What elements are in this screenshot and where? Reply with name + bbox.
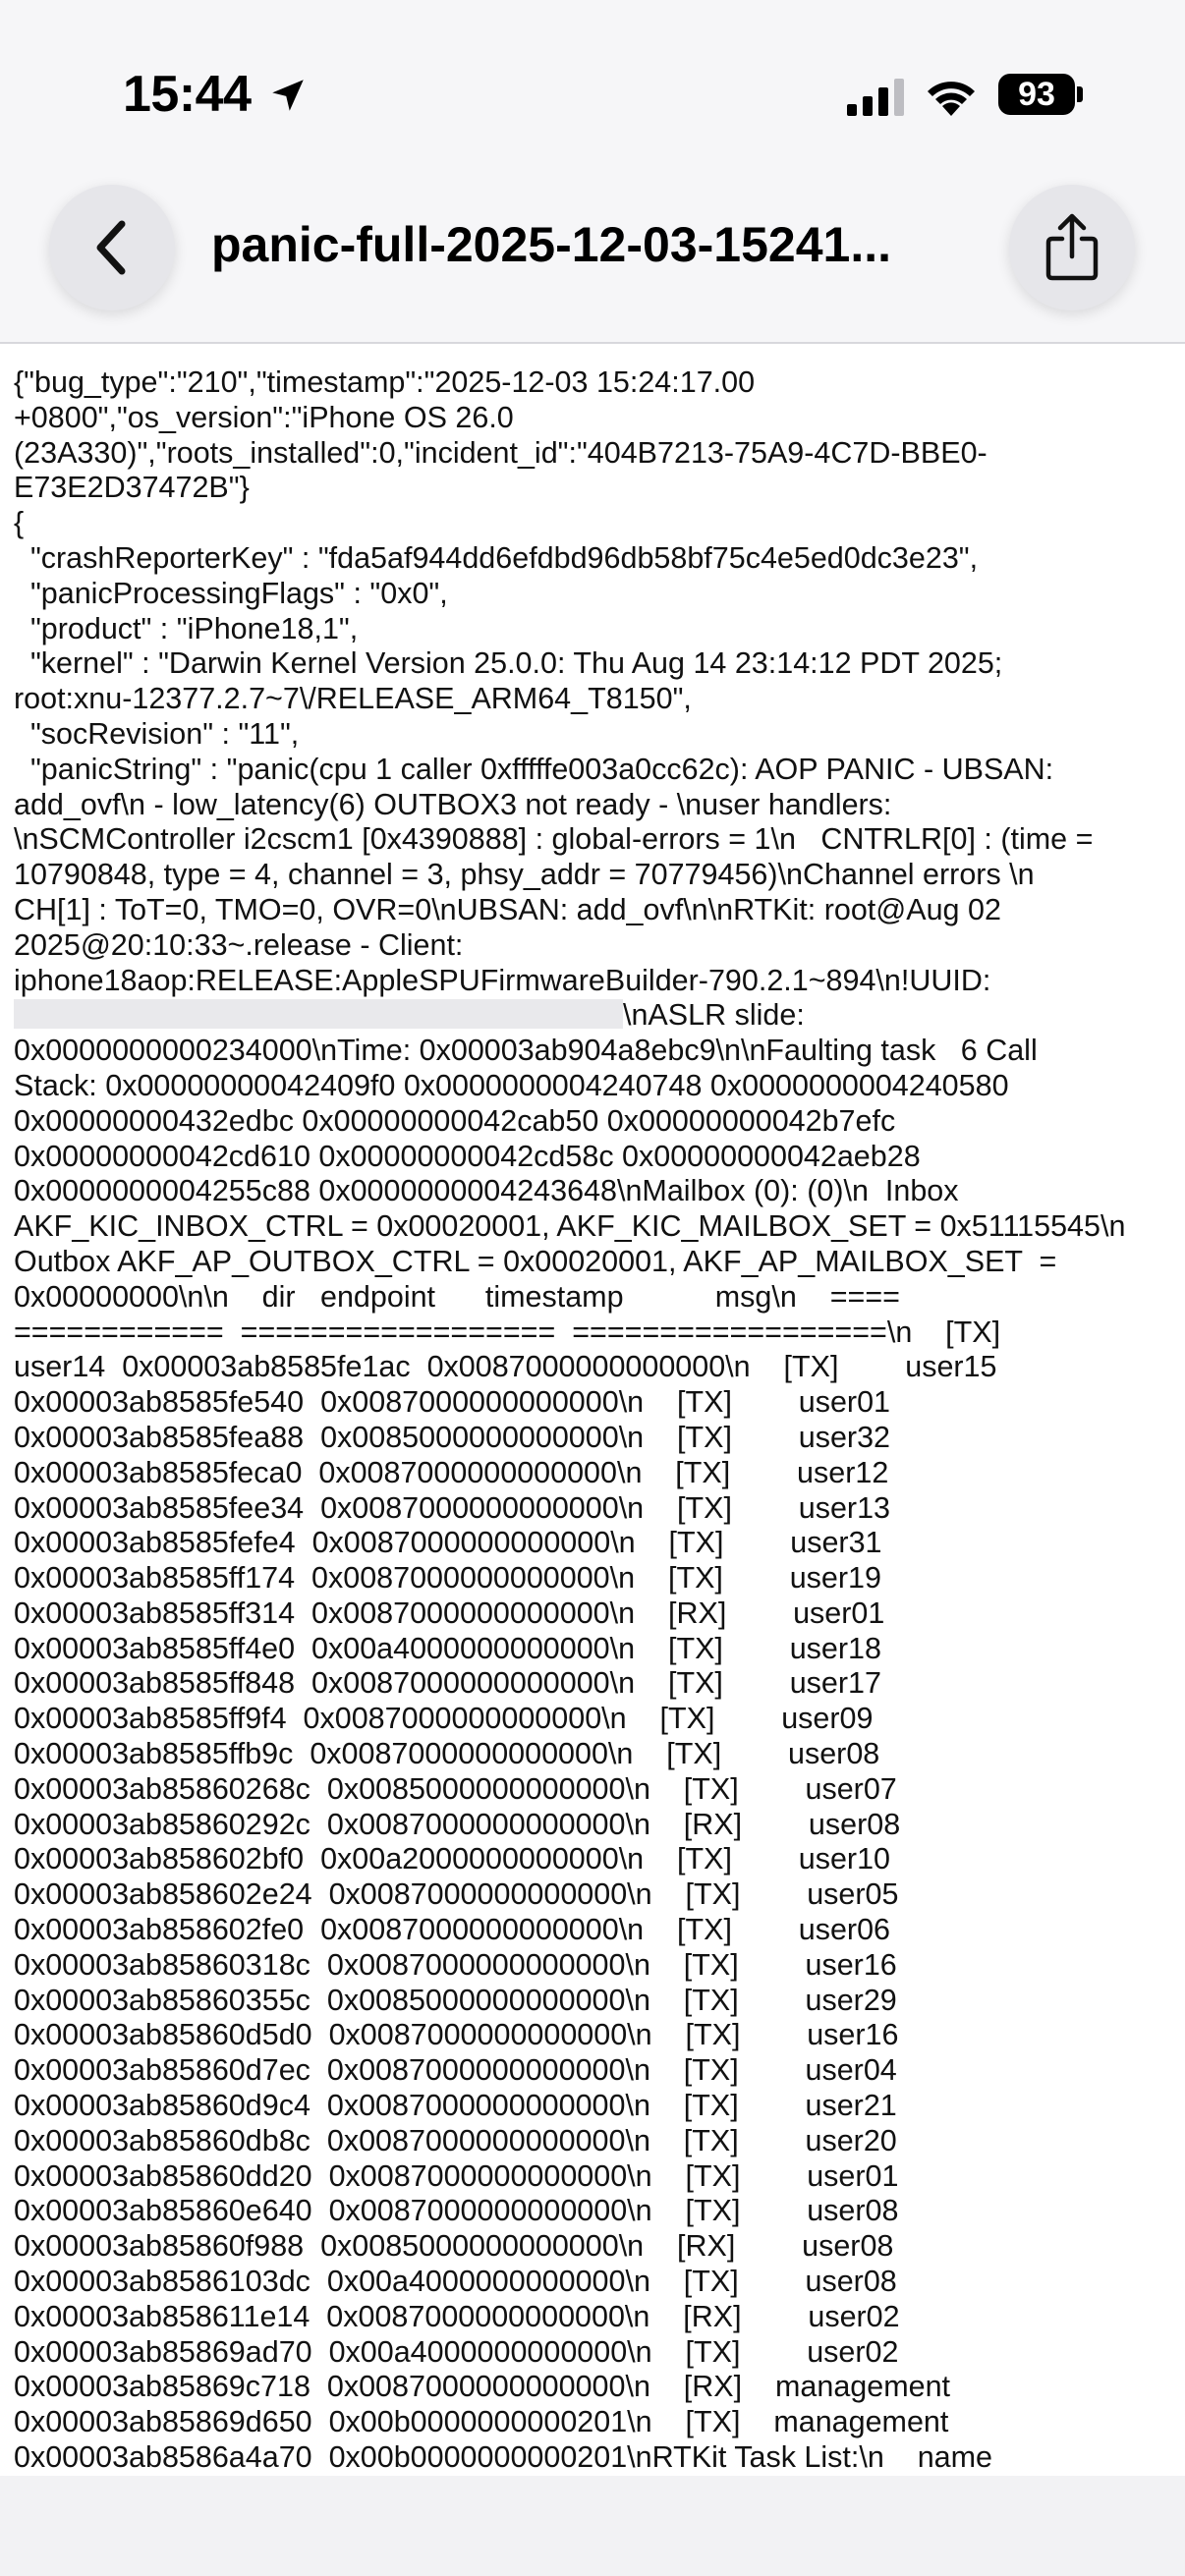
log-text-part-2: \nASLR slide: 0x0000000000234000\nTime: 0x00003ab904a8ebc9\n\nFaulting task 6 Call Stack: 0x00000000042409f0 0x0000000004240748 0x0000000004240580 0x00000000432edbc 0x00000000042cab50 0x00000000042b7efc 0x00000000042cd610 0x00000000042cd58c 0x00000000042aeb28 0x0000000004255c88 0x0000000004243648\nMailbox (0): (0)\n Inbox AKF_KIC_INBOX_CTRL = 0x00020001, AKF_KIC_MAILBOX_SET = 0x51115545\n Outbox AKF_AP_OUTBOX_CTRL = 0x00020001, AKF_AP_MAILBOX_SET = 0x00000000\n\n dir endpoint timestamp msg\n ==== ============ ================== ==================\n [TX] user14 0x00003ab8585fe1ac 0x0087000000000000\n [TX] user15 0x00003ab8585fe540 0x0087000000000000\n [TX] user01 0x00003ab8585fea88 0x0085000000000000\n [TX] user32 0x00003ab8585feca0 0x0087000000000000\n [TX] user12 0x00003ab8585fee34 0x0087000000000000\n [TX] user13 0x00003ab8585fefe4 0x0087000000000000\n [TX] user31 0x00003ab8585ff174 0x0087000000000000\n [TX] user19 0x00003ab8585ff314 0x0087000000000000\n [RX] user01 0x00003ab8585ff4e0 0x00a4000000000000\n [TX] user18 0x00003ab8585ff848 0x0087000000000000\n [TX] user17 0x00003ab8585ff9f4 0x0087000000000000\n [TX] user09 0x00003ab8585ffb9c 0x0087000000000000\n [TX] user08 0x00003ab85860268c 0x0085000000000000\n [TX] user07 0x00003ab85860292c 0x0087000000000000\n [RX] user08 0x00003ab858602bf0 0x00a2000000000000\n [TX] user10 0x00003ab858602e24 0x0087000000000000\n [TX] user05 0x00003ab858602fe0 0x0087000000000000\n [TX] user06 0x00003ab85860318c 0x0087000000000000\n [TX] user16 0x00003ab85860355c 0x0085000000000000\n [TX] user29 0x00003ab85860d5d0 0x0087000000000000\n [TX] user16 0x00003ab85860d7ec 0x0087000000000000\n [TX] user04 0x00003ab85860d9c4 0x0087000000000000\n [TX] user21 0x00003ab85860db8c 0x0087000000000000\n [TX] user20 0x00003ab85860dd20 0x0087000000000000\n [TX] user01 0x00003ab85860e640 0x0087000000000000\n [TX] user08 0x00003ab85860f988 0x0085000000000000\n [RX] user08 0x00003ab8586103dc 0x00a4000000000000\n [TX] user08 0x00003ab858611e14 0x0087000000000000\n [RX] user02 0x00003ab85869ad70 0x00a4000000000000\n [TX] user02 0x00003ab85869c718 0x0087000000000000\n [RX] management 0x00003ab85869d650 0x00b0000000000201\n [TX] management 0x00003ab8586a4a70 0x00b0000000000201\nRTKit Task List:\n name bbox=[14, 998, 1126, 2475]
share-button[interactable] bbox=[1009, 185, 1135, 310]
battery-level-badge: 93 bbox=[998, 74, 1075, 115]
back-button[interactable] bbox=[49, 185, 175, 310]
status-bar bbox=[0, 0, 1185, 177]
share-icon bbox=[1043, 213, 1101, 282]
panic-log-text bbox=[0, 344, 1185, 2476]
wifi-icon bbox=[924, 73, 979, 116]
battery-nub bbox=[1077, 86, 1083, 102]
bottom-area bbox=[0, 2476, 1185, 2576]
redacted-uuid bbox=[14, 999, 623, 1029]
chevron-left-icon bbox=[90, 218, 134, 277]
log-text-part-1: {"bug_type":"210","timestamp":"2025-12-03 15:24:17.00 +0800","os_version":"iPhone OS 26.0 (23A330)","roots_installed":0,"incident_id":"404B7213-75A9-4C7D-BBE0- E73E2D37472B"} { "crashReporterKey" : "fda5af944dd6efdbd96db58bf75c4e5ed0dc3e23", "panicProcessingFlags" : "0x0", "product" : "iPhone18,1", "kernel" : "Darwin Kernel Version 25.0.0: Thu Aug 14 23:14:12 PDT 2025; root:xnu-12377.2.7~7\/RELEASE_ARM64_T8150", "socRevision" : "11", "panicString" : "panic(cpu 1 caller 0xfffffe003a0cc62c): AOP PANIC - UBSAN: add_ovf\n - low_latency(6) OUTBOX3 not ready - \nuser handlers: \nSCMController i2cscm1 [0x4390888] : global-errors = 1\n CNTRLR[0] : (time = 10790848, type = 4, channel = 3, phsy_addr = 70779456)\nChannel errors \n CH[1] : ToT=0, TMO=0, OVR=0\nUBSAN: add_ovf\n\nRTKit: root@Aug 02 2025@20:10:33~.release - Client: iphone18aop:RELEASE:AppleSPUFirmwareBuilder-790.2.1~894\n!UUID: bbox=[14, 365, 1094, 997]
navigation-bar bbox=[0, 177, 1185, 344]
file-title: panic-full-2025-12-03-15241... bbox=[211, 217, 891, 272]
log-content[interactable] bbox=[0, 344, 1185, 2476]
status-time: 15:44 bbox=[123, 66, 252, 123]
cellular-signal-icon bbox=[847, 79, 906, 116]
location-arrow-icon bbox=[267, 75, 309, 116]
